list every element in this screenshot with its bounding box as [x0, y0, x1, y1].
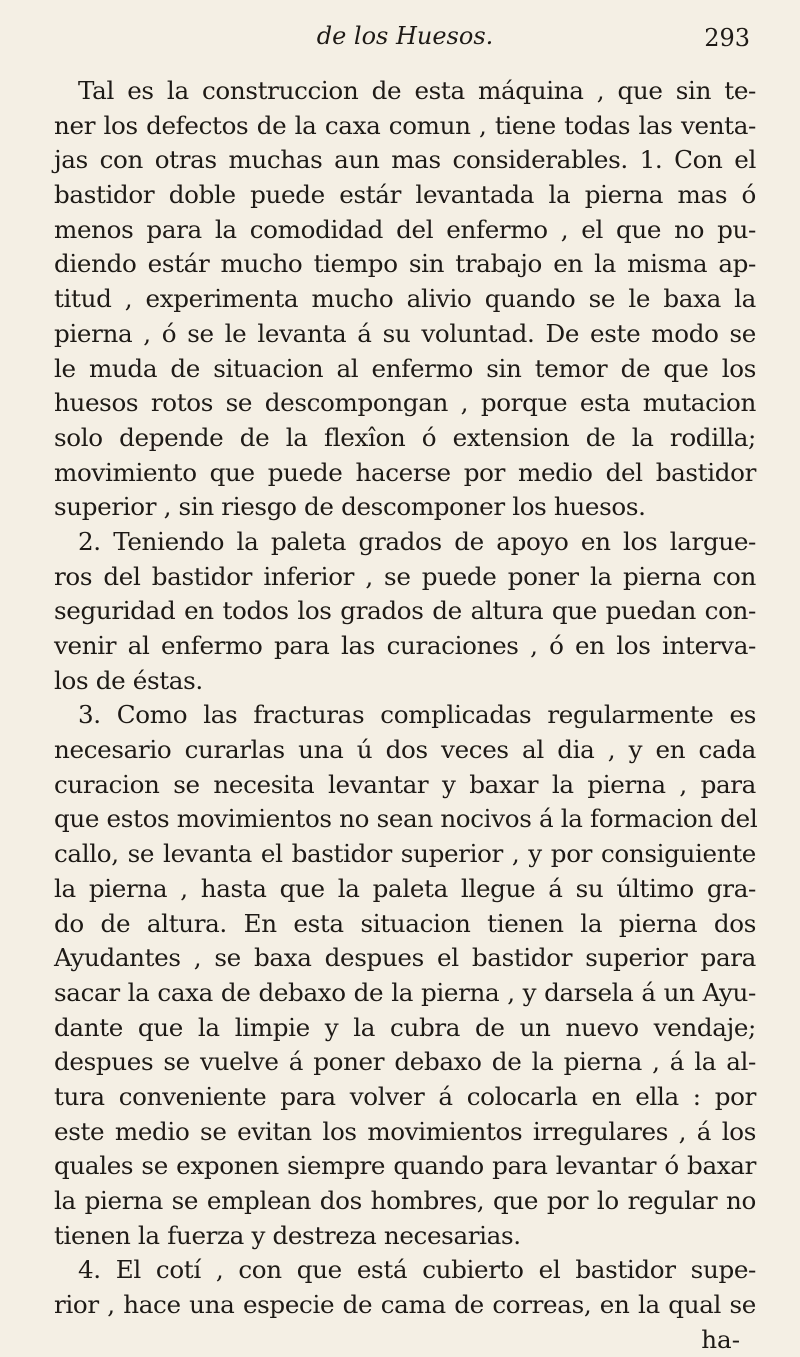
text-line: venir al enfermo para las curaciones , ó en los interva-: [54, 631, 756, 660]
text-line: menos para la comodidad del enfermo , el que no pu-: [54, 214, 756, 244]
text-line: Tal es la construccion de esta máquina , que sin te-: [78, 76, 756, 105]
text-line: tienen la fuerza y destreza necesarias.: [54, 1220, 521, 1250]
text-line: dante que la limpie y la cubra de un nuevo vendaje;: [54, 1012, 756, 1042]
text-line: ner los defectos de la caxa comun , tiene todas las venta-: [54, 110, 756, 140]
text-line: titud , experimenta mucho alivio quando se le baxa la: [54, 284, 756, 314]
text-line: pierna , ó se le levanta á su voluntad. De este modo se: [54, 318, 756, 348]
text-line: diendo estár mucho tiempo sin trabajo en la misma ap-: [54, 249, 756, 279]
page-number: 293: [704, 24, 750, 52]
catchword: ha-: [701, 1324, 740, 1354]
running-head: [54, 20, 756, 60]
text-line: le muda de situacion al enfermo sin temor de que los: [54, 353, 756, 383]
text-line: la pierna , hasta que la paleta llegue á su último gra-: [54, 873, 756, 903]
text-line: huesos rotos se descompongan , porque esta mutacion: [54, 388, 756, 418]
text-line: este medio se evitan los movimientos irregulares , á los: [54, 1116, 756, 1146]
text-line: solo depende de la flexîon ó extension de la rodilla;: [54, 422, 756, 452]
text-line: Ayudantes , se baxa despues el bastidor superior para: [54, 943, 756, 973]
text-line: quales se exponen siempre quando para levantar ó baxar: [54, 1151, 756, 1181]
text-line: superior , sin riesgo de descomponer los huesos.: [54, 492, 646, 522]
text-line: 2. Teniendo la paleta grados de apoyo en los largue-: [78, 526, 756, 556]
text-line: necesario curarlas una ú dos veces al dia , y en cada: [54, 735, 756, 765]
text-line: jas con otras muchas aun mas considerables. 1. Con el: [54, 145, 756, 175]
text-line: sacar la caxa de debaxo de la pierna , y darsela á un Ayu-: [54, 977, 756, 1007]
text-line: 4. El cotí , con que está cubierto el bastidor supe-: [78, 1255, 756, 1285]
text-line: seguridad en todos los grados de altura que puedan con-: [54, 596, 756, 626]
text-line: curacion se necesita levantar y baxar la pierna , para: [54, 769, 756, 799]
text-line: rior , hace una especie de cama de correas, en la qual se: [54, 1290, 756, 1320]
text-line: ros del bastidor inferior , se puede poner la pierna con: [54, 561, 756, 591]
text-line: callo, se levanta el bastidor superior , y por consiguiente: [54, 839, 756, 869]
text-line: tura conveniente para volver á colocarla en ella : por: [54, 1081, 756, 1111]
text-line: la pierna se emplean dos hombres, que por lo regular no: [54, 1186, 756, 1215]
text-line: 3. Como las fracturas complicadas regularmente es: [78, 700, 756, 730]
text-line: bastidor doble puede estár levantada la pierna mas ó: [54, 180, 756, 210]
text-line: movimiento que puede hacerse por medio del bastidor: [54, 457, 756, 487]
running-title: de los Huesos.: [316, 22, 494, 50]
text-line: do de altura. En esta situacion tienen la pierna dos: [54, 908, 756, 938]
text-line: que estos movimientos no sean nocivos á la formacion del: [54, 804, 758, 834]
body-text: [54, 74, 756, 1323]
text-line: los de éstas.: [54, 665, 203, 695]
text-line: despues se vuelve á poner debaxo de la pierna , á la al-: [54, 1047, 756, 1077]
